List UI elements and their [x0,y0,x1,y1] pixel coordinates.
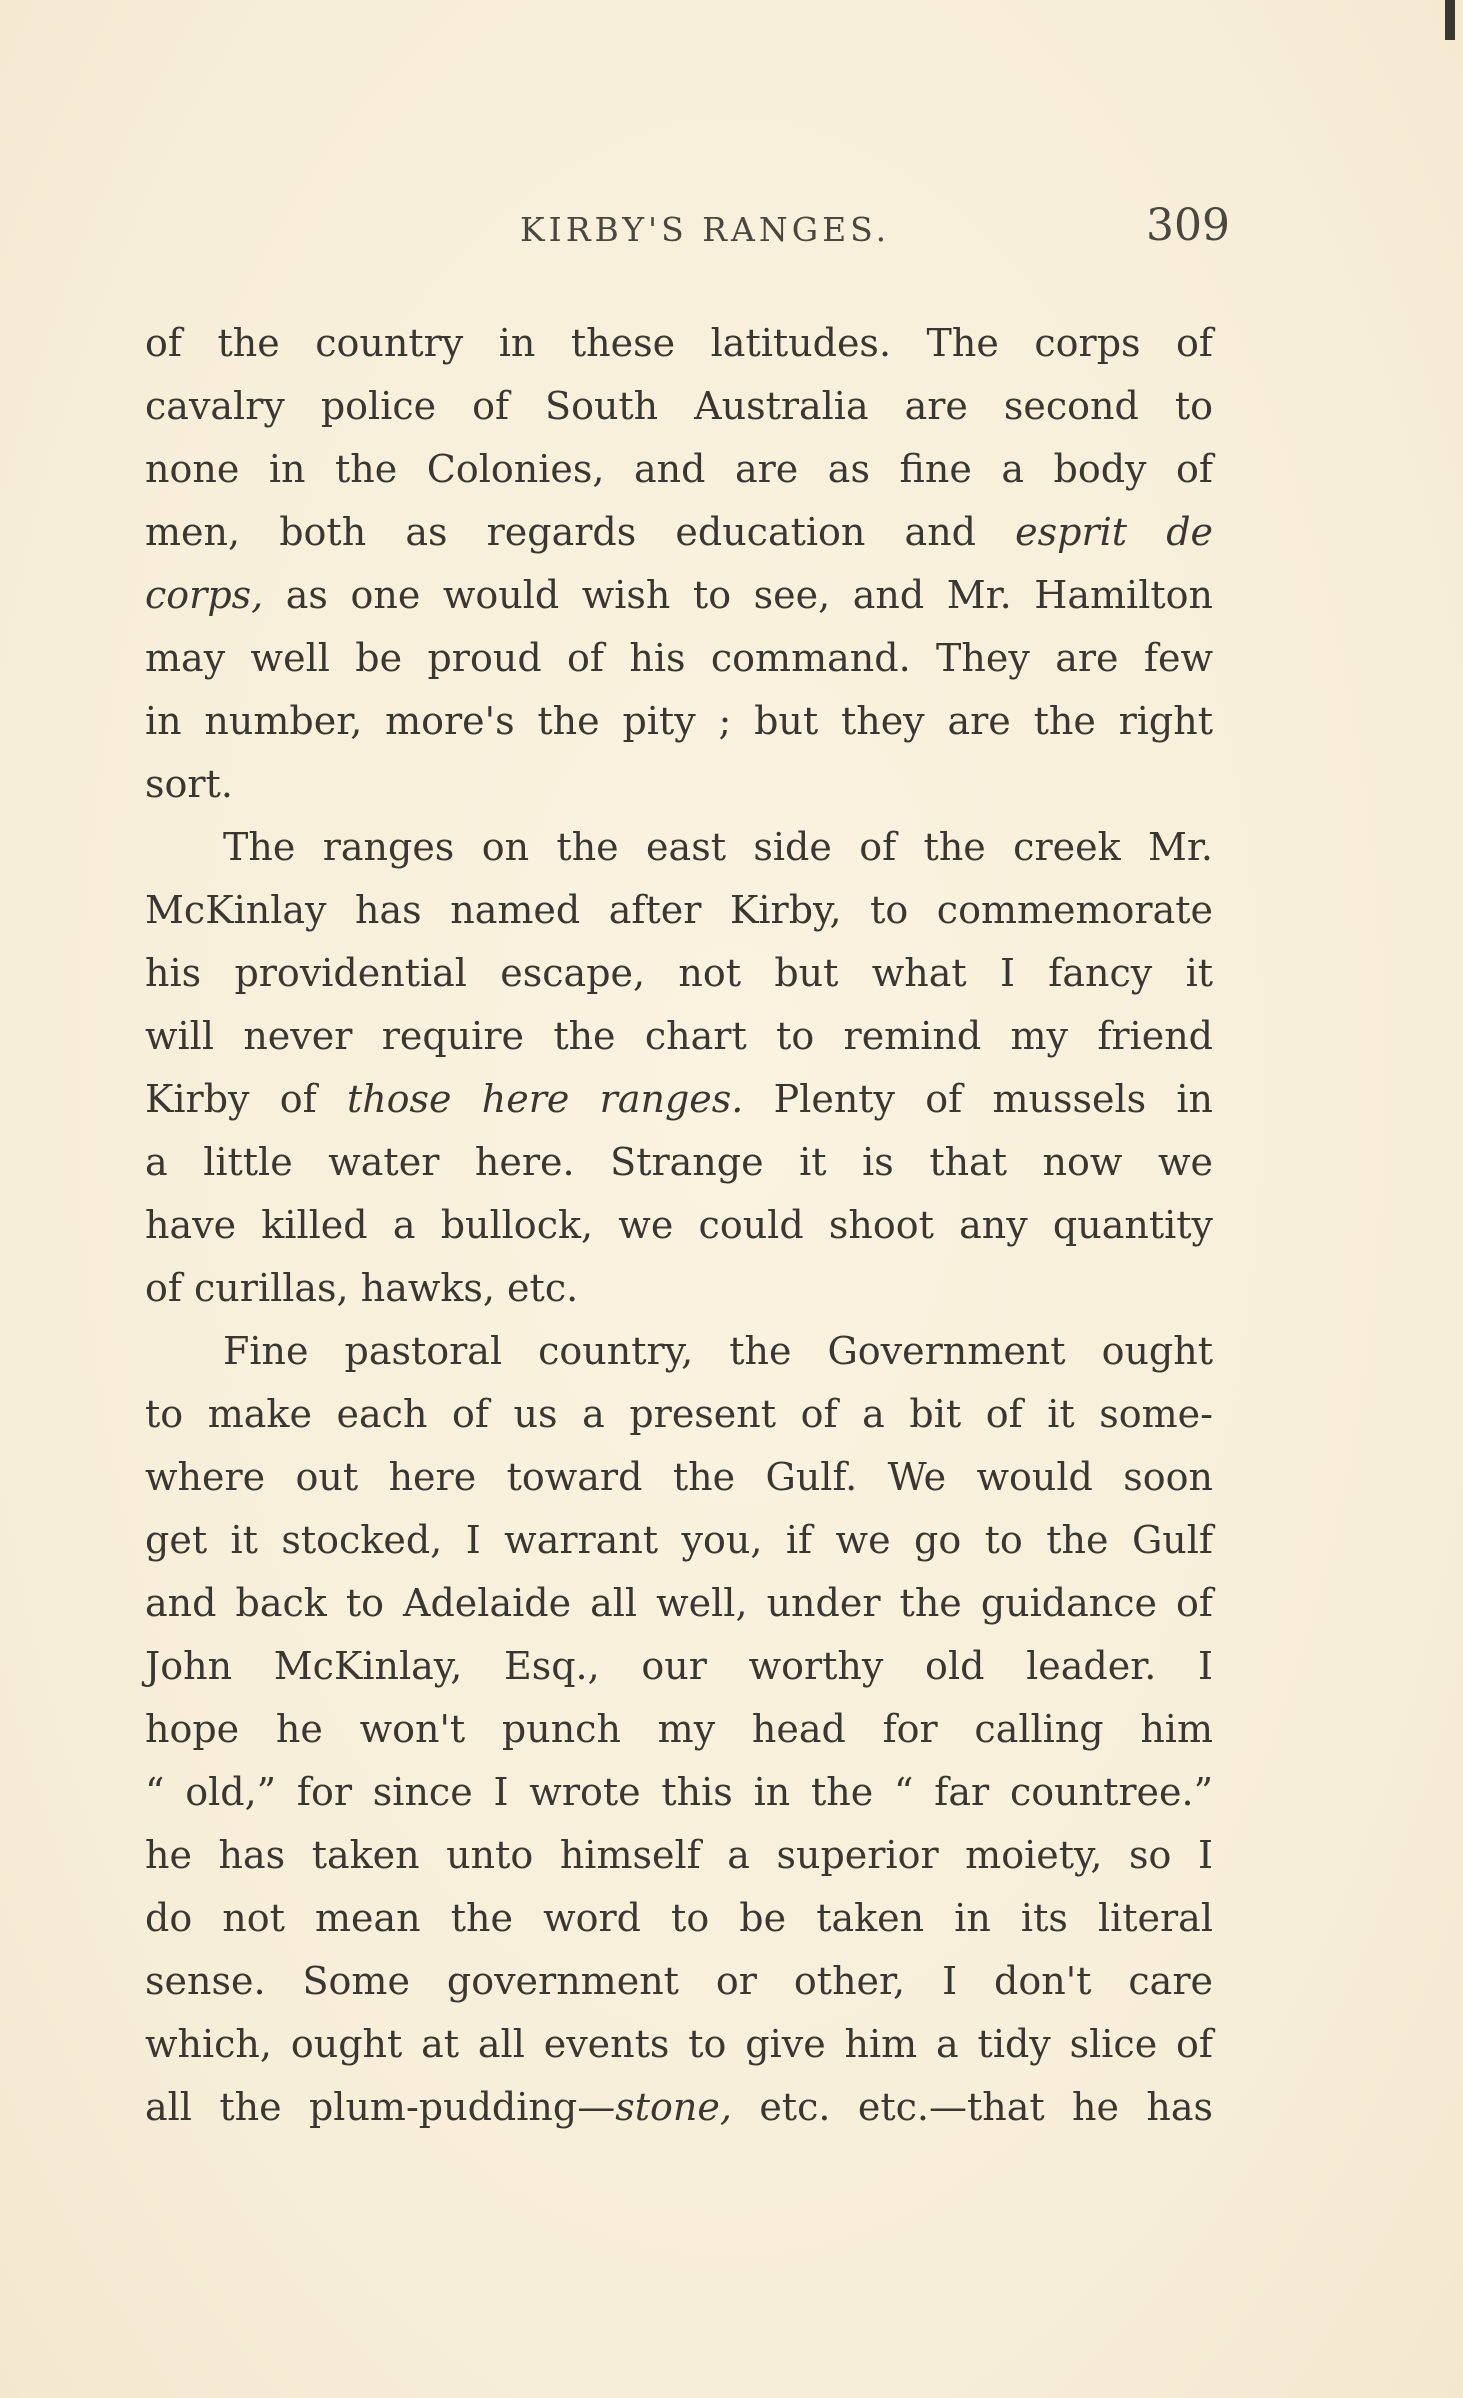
text-line: which, ought at all events to give him a tidy slice of [145,2022,1213,2066]
italic-phrase: esprit de [1015,510,1214,554]
text-line: where out here toward the Gulf. We would soon [145,1455,1213,1499]
text-line: men, both as regards education and esprit de [145,510,1214,554]
text-line: none in the Colonies, and are as fine a body of [145,447,1213,491]
text-line: hope he won't punch my head for calling him [145,1707,1213,1751]
text-line: to make each of us a present of a bit of it some- [145,1392,1213,1436]
text-line: cavalry police of South Australia are second to [145,384,1213,428]
text-line: “ old,” for since I wrote this in the “ far countree.” [145,1770,1213,1814]
italic-phrase: stone, [615,2085,732,2129]
text-line: do not mean the word to be taken in its literal [145,1896,1213,1940]
italic-phrase: corps, [145,573,264,617]
text-line: sort. [145,762,233,806]
text-line: may well be proud of his command. They are few [145,636,1213,680]
text-line: corps, as one would wish to see, and Mr. Hamilton [145,573,1213,617]
corner-mark [1445,0,1455,40]
text-line: and back to Adelaide all well, under the guidance of [145,1581,1213,1625]
text-line: of the country in these latitudes. The corps of [145,321,1213,365]
running-head [145,200,1230,260]
text-line: all the plum-pudding—stone, etc. etc.—that he has [145,2085,1213,2129]
text-line: have killed a bullock, we could shoot any quantity [145,1203,1213,1247]
text-line: will never require the chart to remind my friend [145,1014,1213,1058]
text-line: sense. Some government or other, I don't care [145,1959,1213,2003]
text-line: Fine pastoral country, the Government ought [223,1329,1213,1373]
text-line: The ranges on the east side of the creek Mr. [223,825,1213,869]
text-line: John McKinlay, Esq., our worthy old leader. I [145,1644,1213,1688]
body-text [145,312,1213,2139]
italic-phrase: those here ranges. [346,1077,744,1121]
text-line: his providential escape, not but what I fancy it [145,951,1213,995]
page-number: 309 [1146,200,1230,251]
text-line: a little water here. Strange it is that now we [145,1140,1213,1184]
text-line: Kirby of those here ranges. Plenty of mussels in [145,1077,1213,1121]
text-line: of curillas, hawks, etc. [145,1266,579,1310]
running-title: KIRBY'S RANGES. [520,210,891,249]
text-line: get it stocked, I warrant you, if we go to the Gulf [145,1518,1213,1562]
text-line: he has taken unto himself a superior moiety, so I [145,1833,1213,1877]
text-line: McKinlay has named after Kirby, to commemorate [145,888,1213,932]
text-line: in number, more's the pity ; but they are the right [145,699,1213,743]
